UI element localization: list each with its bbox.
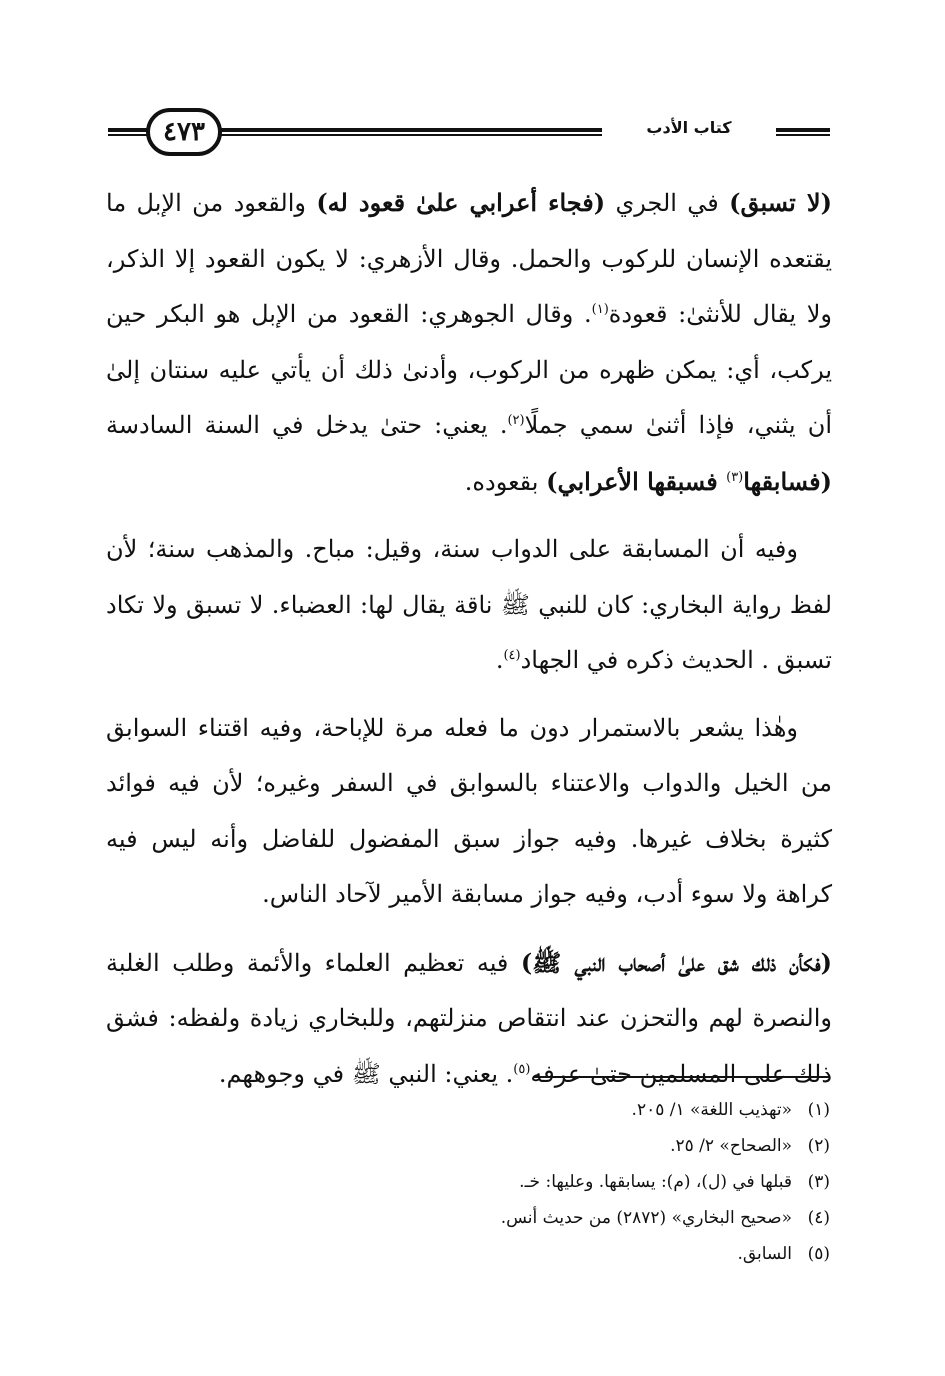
- footnote: [300, 1128, 830, 1164]
- hadith-quote: (فجاء أعرابي علىٰ قعود له): [316, 188, 606, 217]
- body-text: .: [495, 646, 504, 674]
- footnote-text: «الصحاح» ٢/ ٢٥.: [670, 1136, 792, 1156]
- footnote: [300, 1092, 830, 1128]
- footnote-ref[interactable]: (١): [591, 302, 609, 317]
- body-text: وهٰذا يشعر بالاستمرار دون ما فعله مرة للإباحة، وفيه اقتناء السوابق من الخيل والدواب والاعتناء بالسوابق في السفر وغيره؛ لأن فيه فوائد كثيرة بخلاف غيرها. وفيه جواز سبق المفضول للفاضل وأنه ليس فيه كراهة ولا سوء أدب، وفيه جواز مسابقة الأمير لآحاد الناس.: [106, 713, 832, 908]
- main-text: [106, 175, 832, 1114]
- page-number: ٤٧٣: [146, 108, 222, 156]
- hadith-quote: (فسابقها: [743, 466, 832, 496]
- footnote: [300, 1236, 830, 1272]
- footnote-text: قبلها في (ل)، (م): يسابقها. وعليها: خـ.: [519, 1172, 792, 1192]
- footnote-number: (٥): [807, 1244, 830, 1264]
- body-text: في الجري: [605, 189, 730, 217]
- footnote-text: «تهذيب اللغة» ١/ ٢٠٥.: [631, 1100, 792, 1120]
- footnote-ref[interactable]: (٢): [507, 413, 525, 428]
- paragraph-3: [106, 701, 832, 923]
- footnote-text: «صحيح البخاري» (٢٨٧٢) من حديث أنس.: [500, 1208, 792, 1228]
- footnote-number: (٣): [807, 1172, 830, 1192]
- footnote-separator: [533, 1076, 830, 1078]
- hadith-quote: فسبقها الأعرابي): [546, 466, 727, 496]
- paragraph-1: [106, 175, 832, 510]
- footnote-ref[interactable]: (٣): [726, 469, 744, 485]
- body-text: وفيه أن المسابقة على الدواب سنة، وقيل: مباح. والمذهب سنة؛ لأن لفظ رواية البخاري: كان للنبي ﷺ ناقة يقال لها: العضباء. لا تسبق ولا تكاد تسبق . الحديث ذكره في الجهاد: [106, 535, 832, 674]
- header-rule-left: [108, 128, 148, 136]
- body-text: والقعود من الإبل ما يقتعده الإنسان للركوب والحمل. وقال الأزهري: لا يكون القعود إلا الذكر، ولا يقال للأنثىٰ: قعودة: [106, 189, 832, 328]
- footnote-number: (٤): [807, 1208, 830, 1228]
- hadith-quote: (فكأن ذلك شق علىٰ أصحاب النبي ﷺ): [520, 947, 832, 977]
- footnote-ref[interactable]: (٤): [503, 648, 521, 663]
- footnote: [300, 1164, 830, 1200]
- footnote-number: (١): [807, 1100, 830, 1120]
- footnote-text: السابق.: [737, 1244, 792, 1264]
- page-header: [108, 108, 830, 160]
- body-text: فيه تعظيم العلماء والأئمة وطلب الغلبة والنصرة لهم والتحزن عند انتقاص منزلتهم، وللبخاري زيادة ولفظه: فشق ذلك على المسلمين حتىٰ عرفه: [106, 948, 832, 1088]
- paragraph-2: [106, 522, 832, 689]
- header-rule-right: [776, 128, 830, 136]
- footnote: [300, 1200, 830, 1236]
- body-text: . وقال الجوهري: القعود من الإبل هو البكر حين يركب، أي: يمكن ظهره من الركوب، وأدنىٰ ذلك أن يأتي عليه سنتان إلىٰ أن يثني، فإذا أثنىٰ سمي جملًا: [106, 300, 832, 439]
- footnotes: [300, 1092, 830, 1272]
- body-text: بقعوده.: [464, 467, 547, 496]
- running-title: كتاب الأدب: [646, 118, 732, 137]
- body-text: . يعني: حتىٰ يدخل في السنة السادسة: [106, 411, 508, 439]
- footnote-number: (٢): [807, 1136, 830, 1156]
- header-rule-middle: [220, 128, 602, 136]
- hadith-quote: (لا تسبق): [729, 188, 832, 217]
- footnote-ref[interactable]: (٥): [513, 1061, 531, 1077]
- body-text: . يعني: النبي ﷺ في وجوههم.: [218, 1059, 514, 1088]
